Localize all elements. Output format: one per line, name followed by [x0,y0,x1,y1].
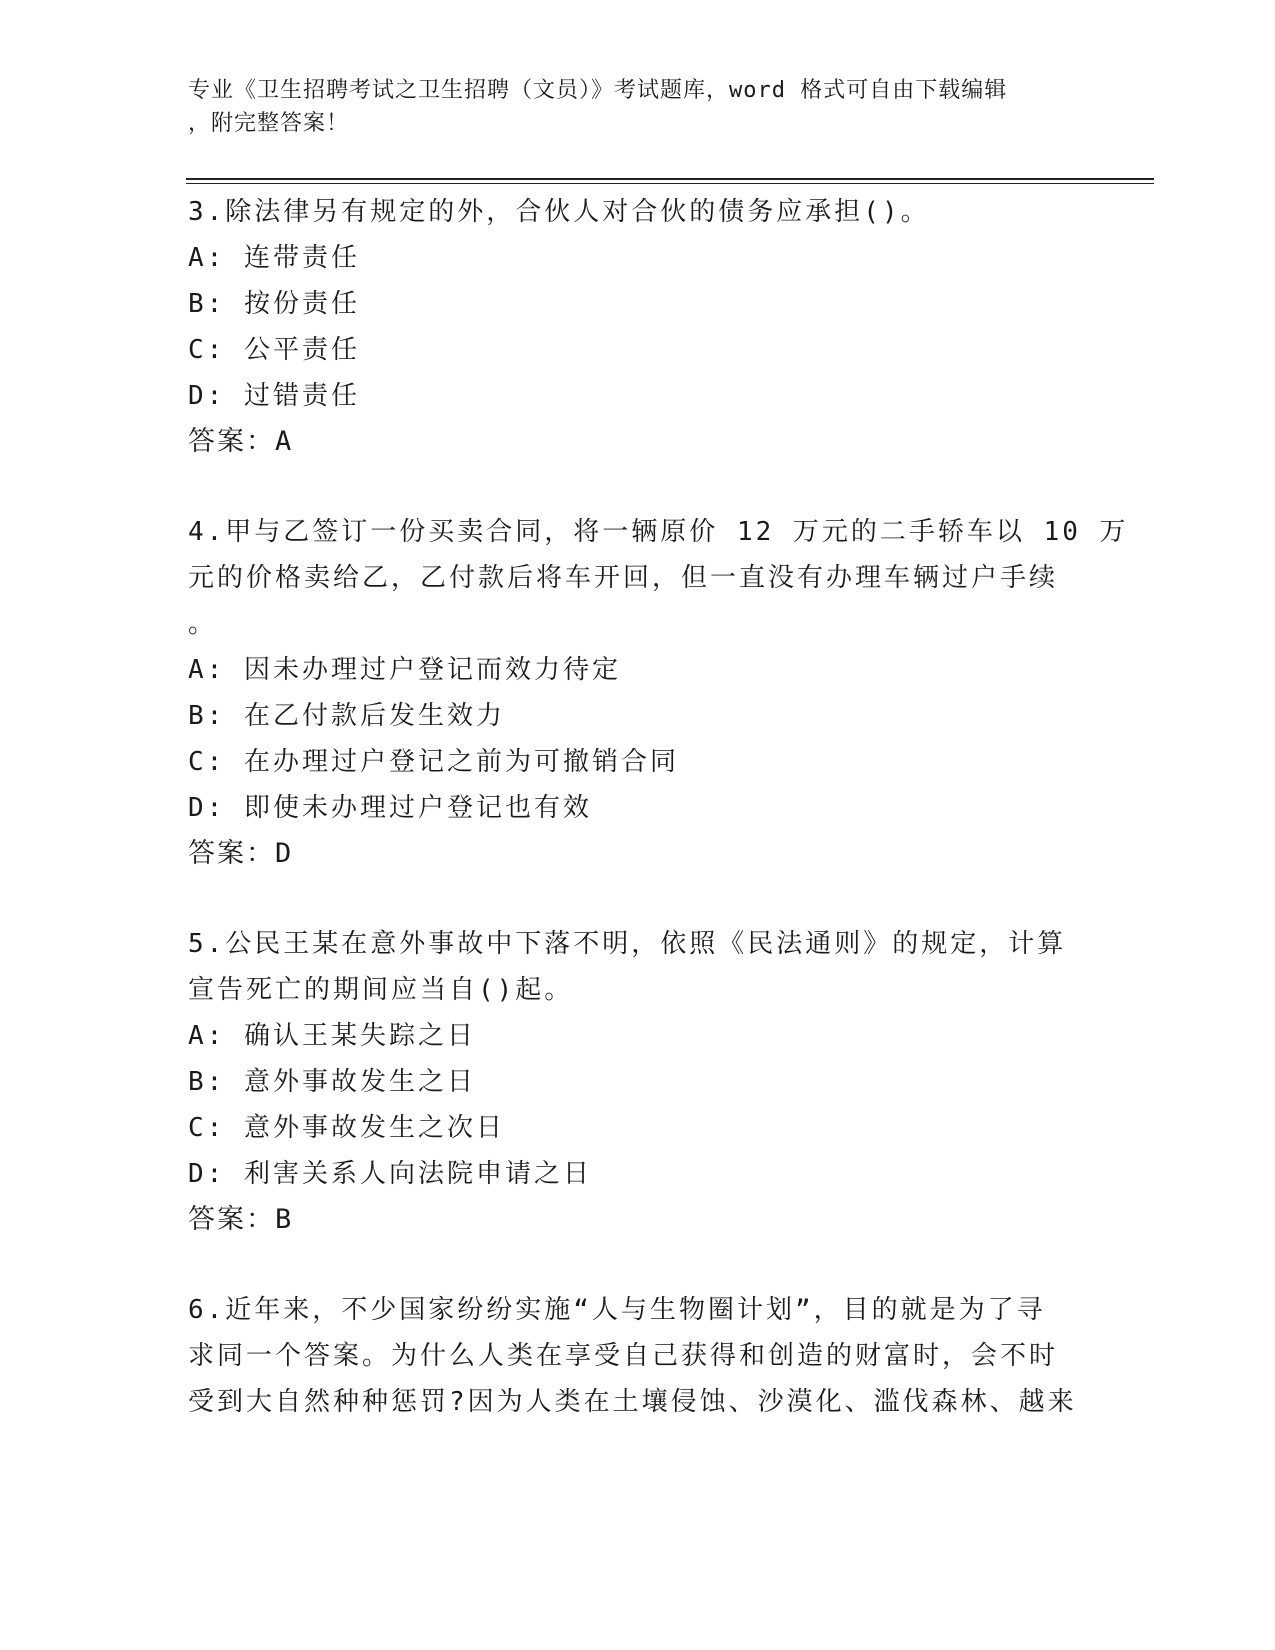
answer-option: C: 意外事故发生之次日 [188,1113,505,1143]
answer-option: A: 确认王某失踪之日 [188,1021,476,1051]
answer-option: D: 利害关系人向法院申请之日 [188,1159,592,1189]
question-list [188,189,1129,1469]
question-stem-line: 元的价格卖给乙，乙付款后将车开回，但一直没有办理车辆过户手续 [188,563,1059,593]
question-stem-line: 受到大自然种种惩罚?因为人类在土壤侵蚀、沙漠化、滥伐森林、越来 [188,1387,1077,1417]
question-stem-line: 6.近年来，不少国家纷纷实施“人与生物圈计划”，目的就是为了寻 [188,1295,1046,1325]
answer-key: 答案：D [188,838,294,869]
answer-option: C: 公平责任 [188,335,360,365]
question-stem-line: 宣告死亡的期间应当自()起。 [188,975,574,1005]
header-divider [186,178,1154,184]
answer-key: 答案：A [188,426,294,457]
answer-option: A: 连带责任 [188,243,360,273]
answer-option: D: 即使未办理过户登记也有效 [188,793,592,823]
question-stem-line: 求同一个答案。为什么人类在享受自己获得和创造的财富时，会不时 [188,1341,1059,1371]
question-block [188,509,1129,877]
answer-option: D: 过错责任 [188,381,360,411]
answer-key: 答案：B [188,1204,294,1235]
header-line-2: ，附完整答案！ [188,111,350,136]
answer-option: B: 意外事故发生之日 [188,1067,476,1097]
answer-option: C: 在办理过户登记之前为可撤销合同 [188,747,679,777]
question-block [188,1287,1088,1425]
answer-option: B: 按份责任 [188,289,360,319]
question-stem-line: 3.除法律另有规定的外，合伙人对合伙的债务应承担()。 [188,197,930,227]
question-stem-line: 5.公民王某在意外事故中下落不明，依照《民法通则》的规定，计算 [188,929,1067,959]
question-stem-line: 。 [188,609,218,639]
question-block [188,189,1088,465]
question-block [188,921,1088,1243]
answer-option: A: 因未办理过户登记而效力待定 [188,655,621,685]
answer-option: B: 在乙付款后发生效力 [188,701,505,731]
question-stem-line: 4.甲与乙签订一份买卖合同，将一辆原价 12 万元的二手轿车以 10 万 [188,517,1129,547]
document-header [188,74,1068,140]
header-line-1: 专业《卫生招聘考试之卫生招聘（文员）》考试题库，word 格式可自由下载编辑 [188,78,1008,103]
